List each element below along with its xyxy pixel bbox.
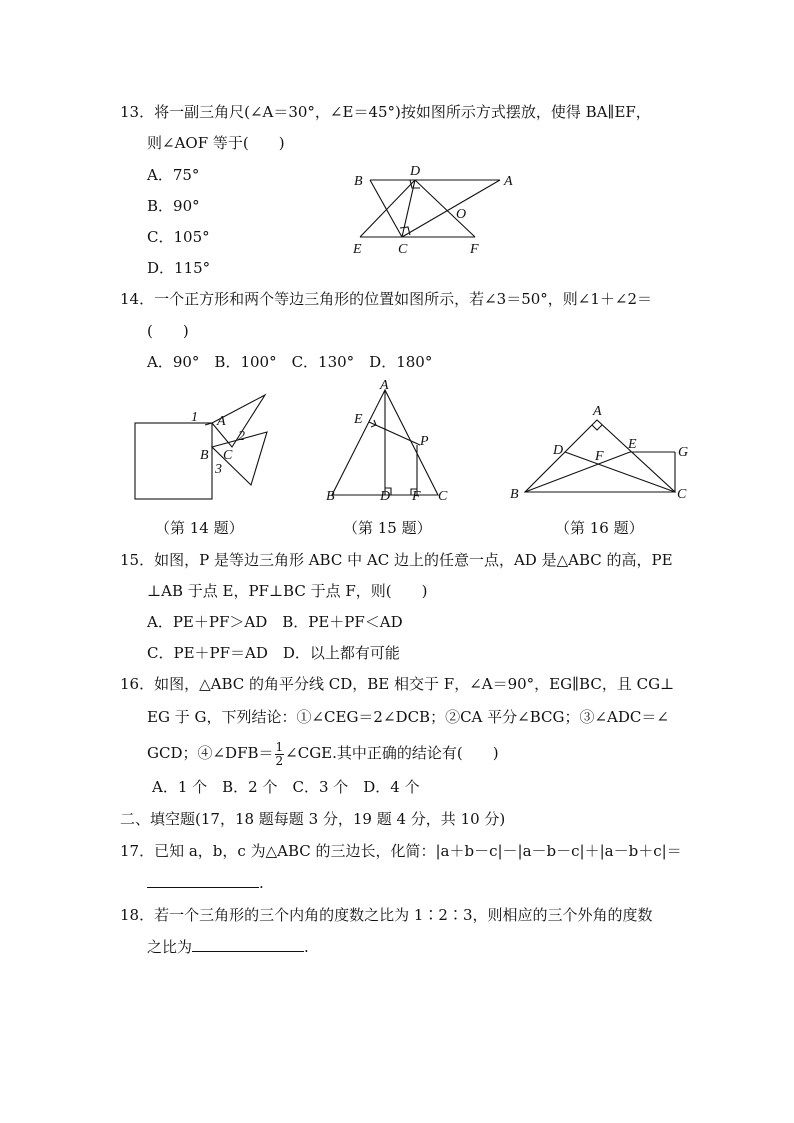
q15-options-row1: A．PE＋PF＞AD B．PE＋PF＜AD (147, 613, 403, 631)
section2-title: 二、填空题(17，18 题每题 3 分，19 题 4 分，共 10 分) (120, 810, 506, 828)
q13-label-E: E (353, 242, 362, 257)
q18-line2-text: 之比为 (147, 938, 193, 956)
q15-line1: 15．如图，P 是等边三角形 ABC 中 AC 边上的任意一点，AD 是△ABC 的高，PE (120, 551, 673, 569)
q16-figure (505, 400, 695, 505)
q16-label-B: B (510, 487, 519, 502)
q18-end: . (304, 938, 309, 956)
q14-figure (125, 385, 285, 505)
q16-label-A: A (593, 404, 602, 419)
q15-label-D: D (380, 489, 391, 504)
q16-figure-svg (505, 400, 695, 505)
q17-end: . (259, 874, 264, 892)
q14-line1: 14．一个正方形和两个等边三角形的位置如图所示，若∠3＝50°，则∠1＋∠2＝ (120, 290, 653, 308)
q16-label-F: F (595, 449, 604, 464)
q13-option-b: B．90° (147, 197, 200, 215)
q15-line2: ⊥AB 于点 E，PF⊥BC 于点 F，则( ) (147, 582, 428, 600)
q13-line-BC (370, 180, 402, 237)
q18-line2 (147, 936, 309, 958)
q13-line1: 13．将一副三角尺(∠A＝30°，∠E＝45°)按如图所示方式摆放，使得 BA∥EF， (120, 103, 651, 121)
q14-options: A．90° B．100° C．130° D．180° (147, 353, 433, 371)
q14-label-A: A (217, 414, 226, 429)
q16-line3-before: GCD；④∠DFB＝ (147, 744, 274, 762)
q17-answer-line (147, 872, 264, 894)
q16-label-D: D (553, 443, 564, 458)
q15-label-C: C (438, 489, 448, 504)
q16-line2: EG 于 G，下列结论：①∠CEG＝2∠DCB；②CA 平分∠BCG；③∠ADC＝∠ (147, 708, 669, 726)
q17-answer-blank[interactable] (147, 873, 259, 888)
q16-segment-BE (525, 452, 630, 492)
q16-fraction-numerator: 1 (275, 739, 284, 754)
q14-label-1: 1 (191, 410, 198, 425)
q14-label-C: C (223, 448, 233, 463)
q16-line3-after: ∠CGE.其中正确的结论有( ) (285, 744, 499, 762)
q13-line-ED (360, 180, 415, 237)
q16-label-E: E (628, 437, 637, 452)
q16-fraction-one-half (275, 741, 285, 768)
q13-option-a: A．75° (147, 166, 200, 184)
q15-label-P: P (420, 434, 429, 449)
q14-figure-svg (125, 385, 285, 505)
q16-fraction-denominator: 2 (275, 753, 284, 768)
q16-label-C: C (677, 487, 687, 502)
q15-label-E: E (354, 412, 363, 427)
q15-segment-PE (369, 422, 420, 445)
q13-option-d: D．115° (147, 259, 211, 277)
q16-label-G: G (678, 445, 689, 460)
q16-options: A．1 个 B．2 个 C．3 个 D．4 个 (152, 778, 420, 796)
q15-caption: （第 15 题） (343, 519, 432, 537)
q15-label-A: A (380, 378, 389, 393)
q14-line2: ( ) (147, 322, 189, 340)
q14-caption: （第 14 题） (155, 519, 244, 537)
q15-options-row2: C．PE＋PF＝AD D．以上都有可能 (147, 644, 400, 662)
q13-figure-svg (340, 160, 540, 260)
q13-line2: 则∠AOF 等于( ) (147, 134, 285, 152)
q16-line3 (147, 738, 499, 768)
q18-answer-blank[interactable] (192, 937, 304, 952)
q14-label-3: 3 (215, 462, 222, 477)
q18-line1: 18．若一个三角形的三个内角的度数之比为 1∶2∶3，则相应的三个外角的度数 (120, 906, 653, 924)
q14-label-2: 2 (238, 429, 245, 444)
q13-label-C: C (398, 242, 408, 257)
q13-line-CA (402, 180, 500, 237)
q15-figure-svg (320, 378, 460, 503)
q16-line1: 16．如图，△ABC 的角平分线 CD，BE 相交于 F，∠A＝90°，EG∥BC，且 CG⊥ (120, 675, 675, 693)
q14-label-B: B (200, 448, 209, 463)
q13-option-c: C．105° (147, 228, 210, 246)
q15-label-B: B (326, 489, 335, 504)
q13-label-D: D (410, 164, 421, 179)
q13-label-F: F (470, 242, 479, 257)
q15-figure (320, 378, 460, 503)
q16-caption: （第 16 题） (555, 519, 644, 537)
q17-line1: 17．已知 a，b，c 为△ABC 的三边长，化简：|a＋b－c|－|a－b－c|＋|a－b＋c|＝ (120, 842, 682, 860)
q13-figure (340, 160, 540, 260)
q16-segment-CD (565, 452, 675, 492)
q13-label-A: A (504, 174, 513, 189)
q13-label-B: B (354, 174, 363, 189)
q15-label-F: F (412, 489, 421, 504)
q13-label-O: O (456, 207, 467, 222)
